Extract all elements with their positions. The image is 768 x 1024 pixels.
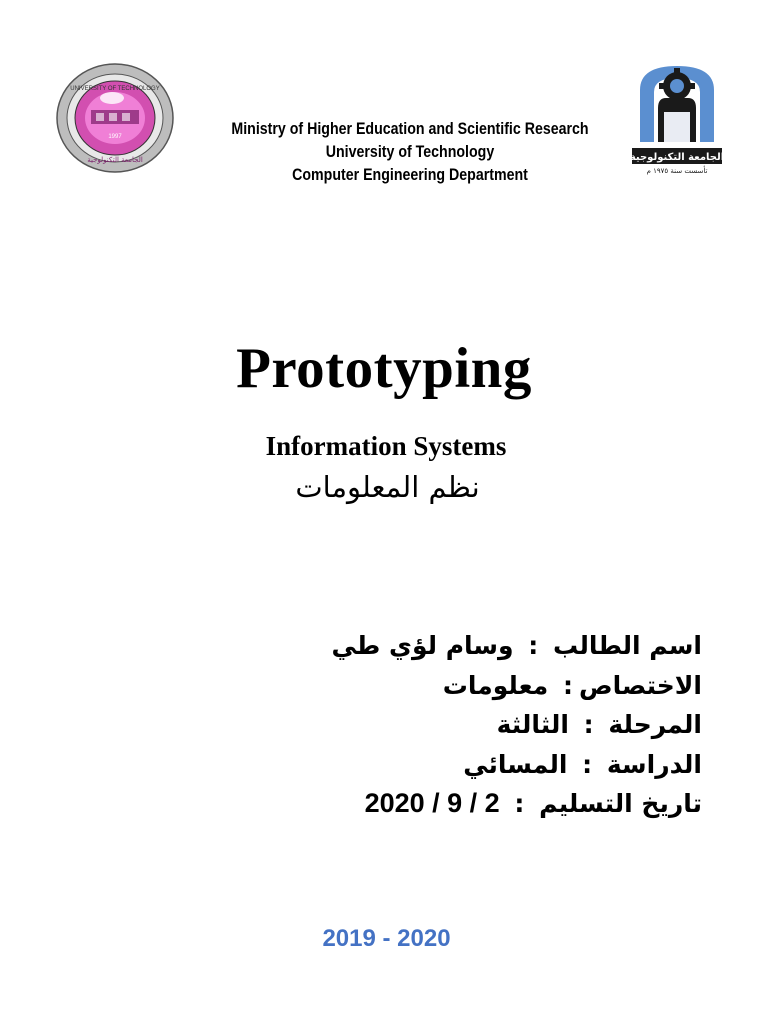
- info-value: وسام لؤي طي: [331, 631, 514, 660]
- seal-year: 1997: [108, 134, 122, 140]
- emblem-subtext: تأسست سنة ١٩٧٥ م: [646, 167, 708, 175]
- svg-text:الجامعة التكنولوجية: الجامعة التكنولوجية: [87, 156, 143, 164]
- department-seal-logo: [54, 62, 176, 174]
- header-block: [204, 118, 617, 187]
- info-row-student-name: اسم الطالب : وسام لؤي طي: [331, 631, 702, 660]
- info-label: الدراسة: [606, 749, 702, 779]
- subtitle-arabic: نظم المعلومات: [295, 470, 480, 504]
- ministry-line: Ministry of Higher Education and Scientific Research: [231, 120, 589, 138]
- info-label: اسم الطالب: [552, 631, 702, 660]
- subtitle-english: Information Systems: [265, 431, 507, 461]
- info-row-stage: المرحلة : الثالثة: [496, 710, 702, 739]
- document-title: Prototyping: [236, 337, 532, 400]
- info-row-study-type: الدراسة : المسائي: [463, 749, 702, 779]
- university-line: University of Technology: [325, 143, 495, 161]
- academic-year: 2019 - 2020: [322, 925, 451, 952]
- info-value: المسائي: [463, 749, 568, 779]
- student-info-block: [242, 626, 702, 824]
- info-label: المرحلة: [608, 710, 702, 739]
- info-label: تاريخ التسليم: [539, 789, 702, 818]
- info-value: معلومات: [442, 670, 549, 700]
- emblem-text: الجامعة التكنولوجية: [632, 152, 722, 163]
- department-line: Computer Engineering Department: [292, 166, 528, 184]
- seal-ring-text: UNIVERSITY OF TECHNOLOGY: [70, 86, 160, 92]
- info-row-specialization: الاختصاص: معلومات: [442, 670, 702, 700]
- info-label: الاختصاص: [578, 670, 702, 700]
- info-value: الثالثة: [496, 710, 569, 739]
- university-emblem-logo: [632, 62, 722, 176]
- info-row-submission-date: تاريخ التسليم : 2020 / 9 / 2: [364, 788, 702, 818]
- info-value: 2020 / 9 / 2: [364, 788, 500, 818]
